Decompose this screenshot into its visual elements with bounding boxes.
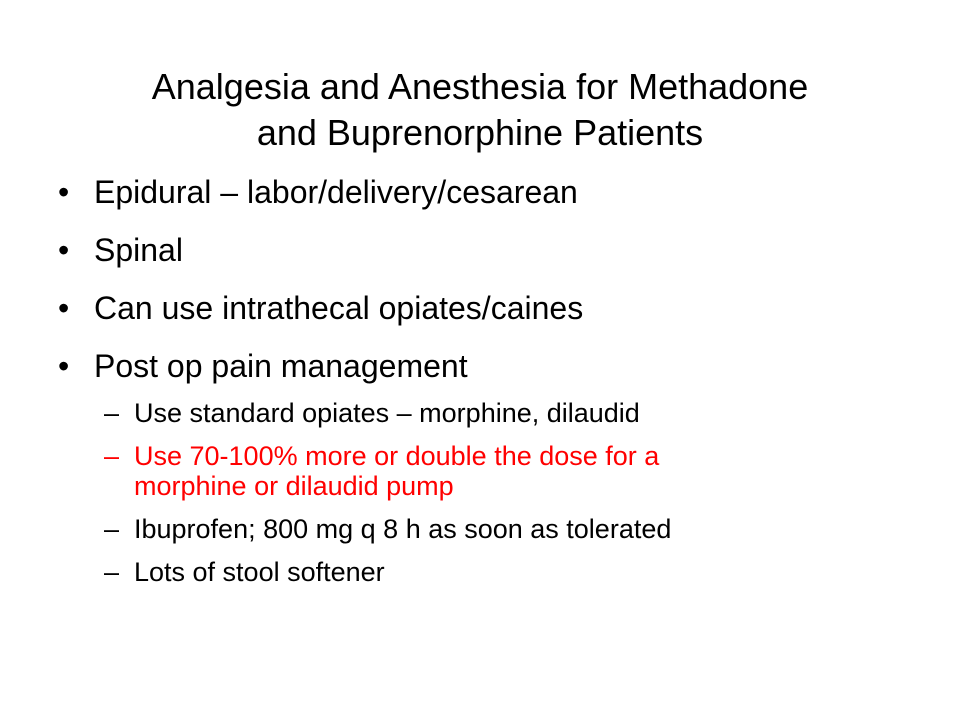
sub-bullet-standard-opiates [104,398,928,428]
bullet-epidural [58,172,928,212]
bullet-text: Can use intrathecal opiates/caines [94,290,584,326]
bullet-intrathecal [58,288,928,328]
bullet-text: Post op pain management [94,348,468,384]
sub-bullet-double-dose [104,441,928,501]
bullet-mark: • [58,174,70,210]
sub-bullet-text: Ibuprofen; 800 mg q 8 h as soon as tolerated [134,514,672,544]
bullet-mark: • [58,232,70,268]
sub-bullet-list [104,398,928,587]
sub-bullet-group [58,398,928,587]
sub-bullet-text-line-1: Use 70-100% more or double the dose for a [134,441,660,471]
sub-bullet-text: Use standard opiates – morphine, dilaudid [134,398,640,428]
dash-mark: – [104,441,120,471]
bullet-post-op [58,346,928,386]
bullet-text: Spinal [94,232,183,268]
dash-mark: – [104,398,120,428]
dash-mark: – [104,514,120,544]
bullet-mark: • [58,290,70,326]
slide-title-line-1: Analgesia and Anesthesia for Methadone [151,66,809,108]
sub-bullet-text: Lots of stool softener [134,557,385,587]
bullet-text: Epidural – labor/delivery/cesarean [94,174,578,210]
sub-bullet-stool-softener [104,557,928,587]
bullet-list [58,172,928,600]
bullet-mark: • [58,348,70,384]
bullet-spinal [58,230,928,270]
slide-title [40,64,920,156]
dash-mark: – [104,557,120,587]
sub-bullet-text-line-2: morphine or dilaudid pump [134,471,454,501]
sub-bullet-ibuprofen [104,514,928,544]
slide-title-line-2: and Buprenorphine Patients [256,112,704,154]
